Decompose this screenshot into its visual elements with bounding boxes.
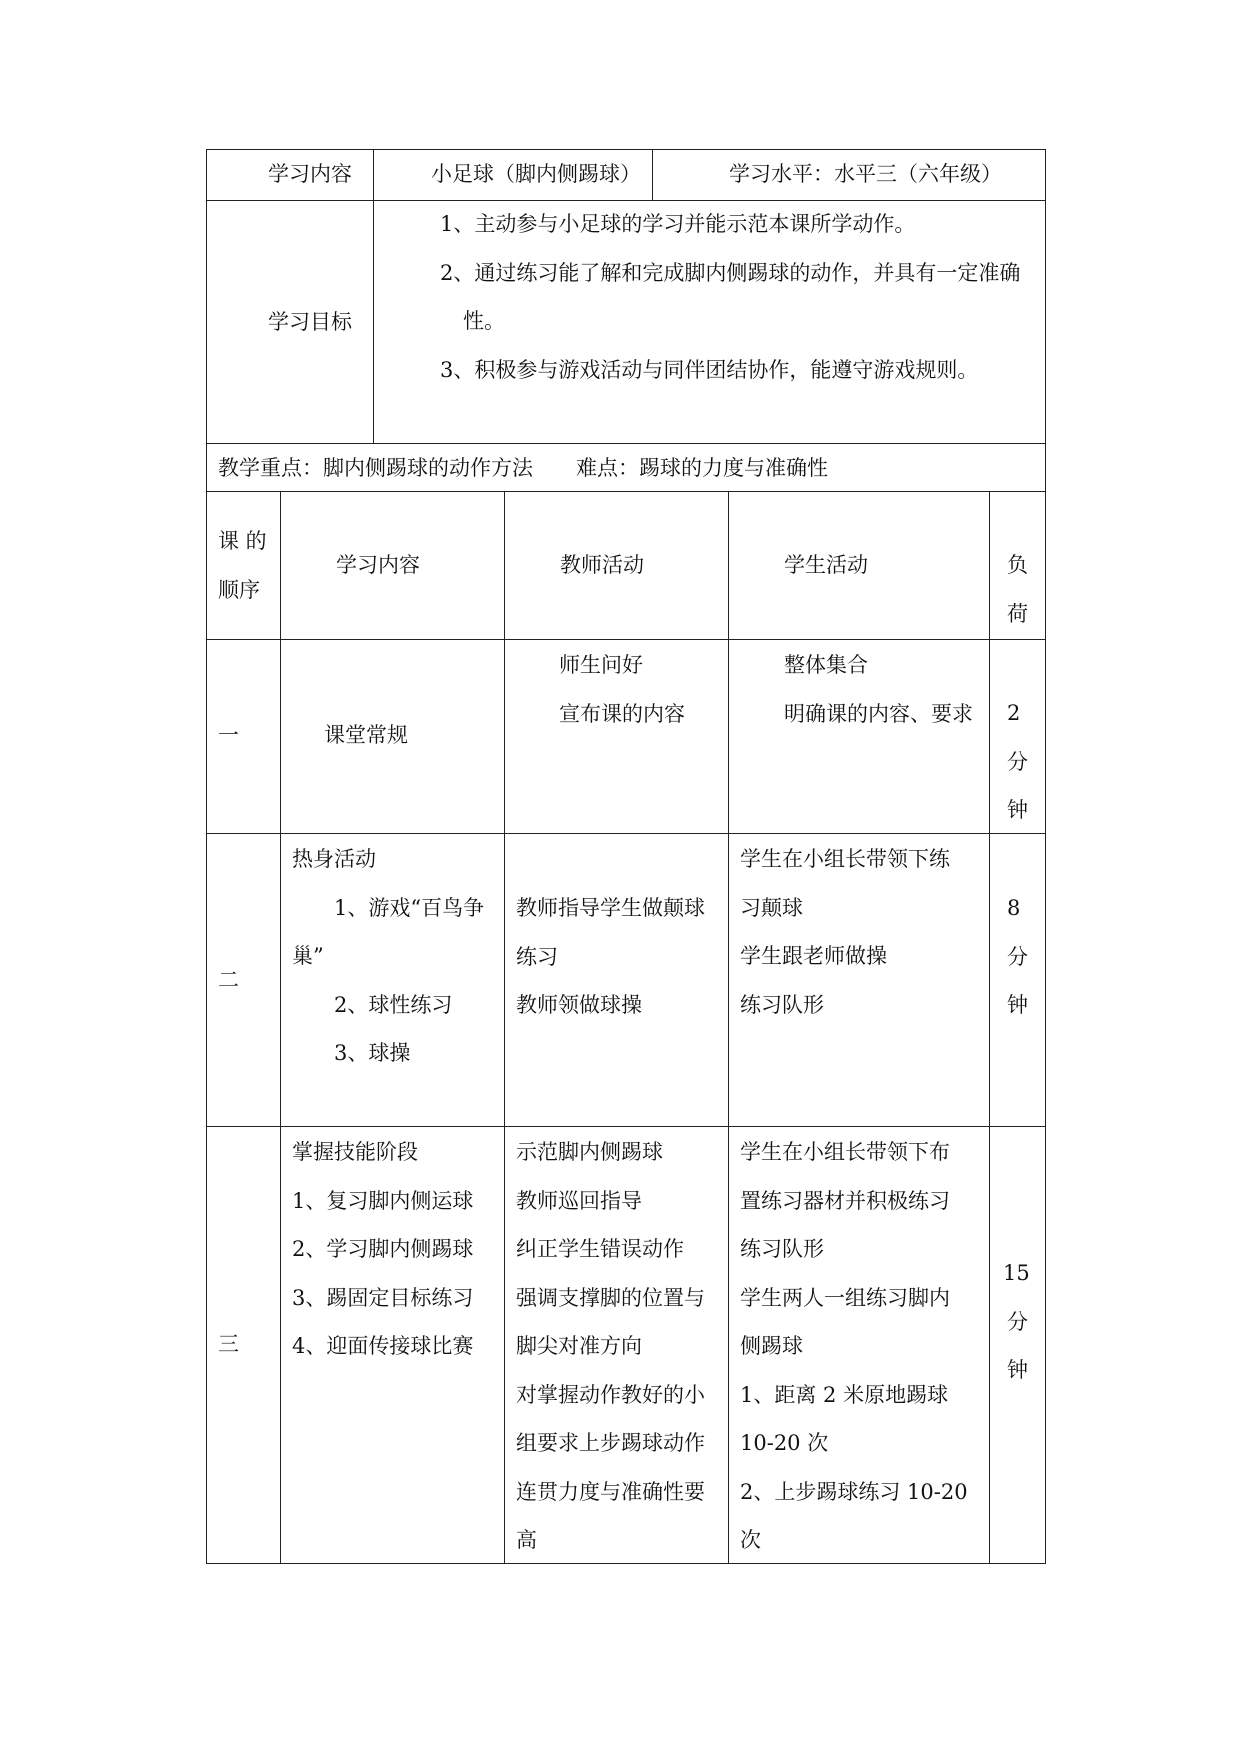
section-2-student: 学生在小组长带领下练 习颠球 学生跟老师做操 练习队形 xyxy=(740,847,950,1017)
section-3-student: 学生在小组长带领下布 置练习器材并积极练习 练习队形 学生两人一组练习脚内 侧踢球 1、距离 2 米原地踢球 10-20 次 2、上步踢球练习 10-20 次 xyxy=(740,1140,968,1552)
objective-1: 1、主动参与小足球的学习并能示范本课所学动作。 xyxy=(440,212,916,236)
row-divider xyxy=(206,639,1046,640)
header-label-content: 学习内容 xyxy=(268,162,352,186)
col-divider xyxy=(504,491,505,1563)
section-2-load: 8 分 钟 xyxy=(1007,896,1028,1017)
section-3-load: 15 分 钟 xyxy=(1003,1261,1030,1382)
section-3-content: 掌握技能阶段 1、复习脚内侧运球 2、学习脚内侧踢球 3、踢固定目标练习 4、迎面传接球比赛 xyxy=(292,1140,474,1358)
difficult-points: 难点：踢球的力度与准确性 xyxy=(576,456,828,480)
row-divider xyxy=(206,1126,1046,1127)
section-3-teacher: 示范脚内侧踢球 教师巡回指导 纠正学生错误动作 强调支撑脚的位置与 脚尖对准方向 对掌握动作教好的小 组要求上步踢球动作 连贯力度与准确性要 高 xyxy=(516,1140,705,1552)
col-divider xyxy=(728,491,729,1563)
col-header-order: 课 的 顺序 xyxy=(218,529,267,602)
header-topic: 小足球（脚内侧踢球） xyxy=(431,162,641,186)
section-1-number: 一 xyxy=(218,723,239,747)
objectives-label: 学习目标 xyxy=(268,310,352,334)
key-points: 教学重点：脚内侧踢球的动作方法 xyxy=(218,456,533,480)
col-divider xyxy=(652,149,653,200)
col-divider xyxy=(989,491,990,1563)
table-border-left xyxy=(206,149,207,1563)
section-3-number: 三 xyxy=(218,1332,239,1356)
col-header-teacher: 教师活动 xyxy=(560,553,644,577)
col-header-content: 学习内容 xyxy=(336,553,420,577)
section-1-load: 2 分 钟 xyxy=(1007,701,1028,822)
section-2-content: 热身活动 1、游戏“百鸟争 巢” 2、球性练习 3、球操 xyxy=(292,847,485,1065)
section-1-content: 课堂常规 xyxy=(324,723,408,747)
objective-3: 3、积极参与游戏活动与同伴团结协作，能遵守游戏规则。 xyxy=(440,358,979,382)
col-divider xyxy=(280,491,281,1563)
section-2-number: 二 xyxy=(218,968,239,992)
row-divider xyxy=(206,833,1046,834)
col-divider xyxy=(373,149,374,443)
section-2-teacher: 教师指导学生做颠球 练习 教师领做球操 xyxy=(516,896,705,1017)
table-border-right xyxy=(1045,149,1046,1563)
objective-2: 2、通过练习能了解和完成脚内侧踢球的动作，并具有一定准确 xyxy=(440,261,1021,285)
col-header-student: 学生活动 xyxy=(784,553,868,577)
section-1-student: 整体集合 明确课的内容、要求 xyxy=(784,653,973,726)
col-header-load: 负 荷 xyxy=(1007,553,1028,626)
objective-2-continued: 性。 xyxy=(463,309,505,333)
section-1-teacher: 师生问好 宣布课的内容 xyxy=(559,653,685,726)
header-level: 学习水平：水平三（六年级） xyxy=(729,162,1002,186)
